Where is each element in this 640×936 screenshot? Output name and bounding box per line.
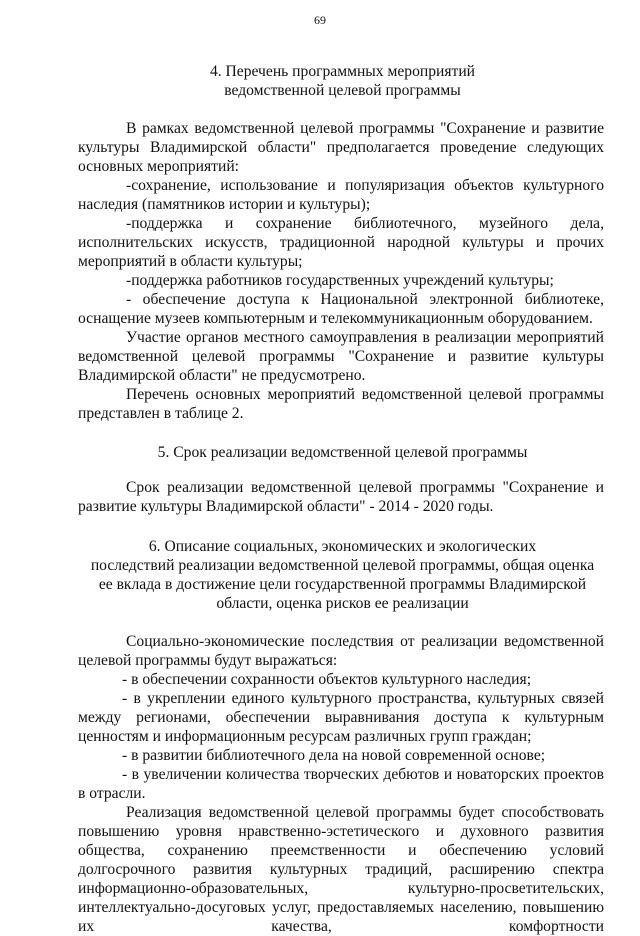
section5-text: Срок реализации ведомственной целевой программы "Сохранение и развитие культуры Владимирской области" - 2014 - 2020 годы. <box>78 479 604 515</box>
section6-conclusion: Реализация ведомственной целевой программы будет способствовать повышению уровня нравственно-эстетического и духовного развития общества, сохранению преемственности и обеспечению условий долгосрочного развития культурных традиций, расширению спектра информационно-образовательных, культурно-просветительских, интеллектуально-досуговых услуг, предоставляемых населению, повышению их качества, комфортности <box>78 804 604 935</box>
page-number: 69 <box>314 13 326 27</box>
section5-title: 5. Срок реализации ведомственной целевой программы <box>157 444 528 461</box>
section6-intro: Социально-экономические последствия от реализации ведомственной целевой программы будут выражаться: <box>78 633 604 669</box>
section6-title-line1: 6. Описание социальных, экономических и экологических <box>148 538 537 555</box>
section4-item-4: - обеспечение доступа к Национальной электронной библиотеке, оснащение музеев компьютерным и телекоммуникационным оборудованием. <box>78 291 604 327</box>
section4-participation: Участие органов местного самоуправления в реализации мероприятий ведомственной целевой программы "Сохранение и развитие культуры Владимирской области" не предусмотрено. <box>78 329 604 384</box>
section4-item-2: -поддержка и сохранение библиотечного, музейного дела, исполнительских искусств, традиционной народной культуры и прочих мероприятий в области культуры; <box>78 215 604 270</box>
section6-title-line3: ее вклада в достижение цели государственной программы Владимирской <box>98 576 587 593</box>
section6-title-line2: последствий реализации ведомственной целевой программы, общая оценка <box>90 557 595 574</box>
section4-table-reference: Перечень основных мероприятий ведомственной целевой программы представлен в таблице 2. <box>78 386 604 422</box>
section4-title-line2: ведомственной целевой программы <box>224 82 461 99</box>
section4-item-1: -сохранение, использование и популяризация объектов культурного наследия (памятников истории и культуры); <box>78 177 604 213</box>
section6-item-1: - в обеспечении сохранности объектов культурного наследия; <box>122 671 532 688</box>
section6-item-2: - в укреплении единого культурного пространства, культурных связей между регионами, обеспечении выравнивания доступа к культурным ценностям и информационным ресурсам различных групп граждан; <box>78 690 604 745</box>
section6-item-4: - в увеличении количества творческих дебютов и новаторских проектов в отрасли. <box>78 766 604 802</box>
section6-item-3: - в развитии библиотечного дела на новой современной основе; <box>122 747 546 764</box>
section4-title-line1: 4. Перечень программных мероприятий <box>209 63 476 80</box>
section4-intro: В рамках ведомственной целевой программы "Сохранение и развитие культуры Владимирской области" предполагается проведение следующих основных мероприятий: <box>78 120 604 175</box>
section4-item-3: -поддержка работников государственных учреждений культуры; <box>126 272 554 289</box>
section6-title-line4: области, оценка рисков ее реализации <box>216 595 469 612</box>
